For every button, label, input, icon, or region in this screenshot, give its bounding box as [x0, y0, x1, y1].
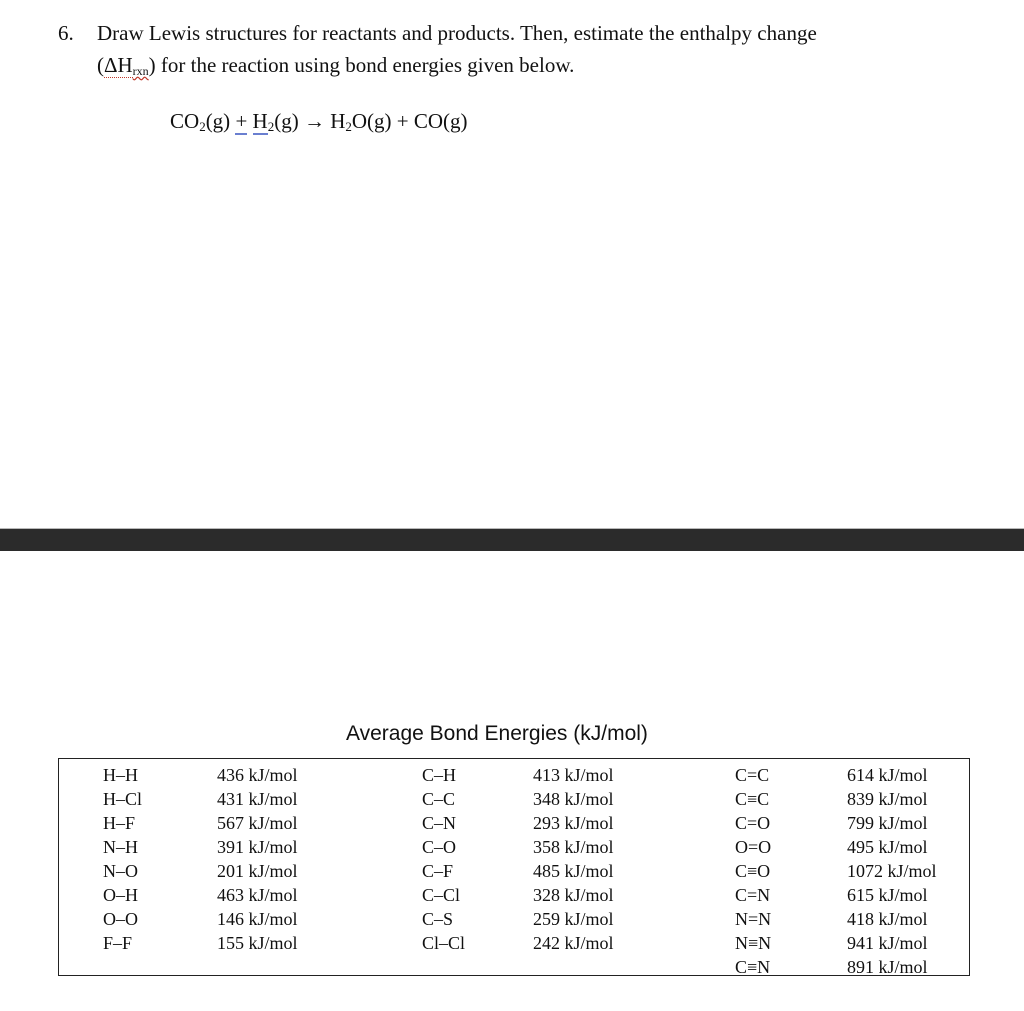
energy-column	[217, 763, 298, 955]
table-cell: C–S	[422, 909, 454, 929]
table-cell: C–F	[422, 861, 454, 881]
table-cell: 463 kJ/mol	[217, 885, 298, 905]
table-cell: H–F	[103, 813, 136, 833]
h2-underlined	[253, 109, 268, 135]
energy-column	[533, 763, 614, 955]
table-cell: 293 kJ/mol	[533, 813, 614, 833]
table-cell: 495 kJ/mol	[847, 837, 928, 857]
plus-sign: +	[235, 109, 248, 133]
table-title: Average Bond Energies (kJ/mol)	[346, 722, 648, 745]
table-cell: 348 kJ/mol	[533, 789, 614, 809]
delta-h-subscript: rxn	[132, 64, 149, 78]
delta-h-symbol: ΔH	[104, 53, 133, 77]
question-text-line2-rest: ) for the reaction using bond energies given below.	[148, 53, 575, 77]
h2o-formula-rest: O(g)	[351, 109, 392, 133]
table-cell: 941 kJ/mol	[847, 933, 928, 953]
table-cell: 358 kJ/mol	[533, 837, 614, 857]
table-cell: C≡C	[735, 789, 770, 809]
reaction-equation	[170, 109, 468, 135]
table-cell: C≡O	[735, 861, 771, 881]
co-formula: CO(g)	[413, 109, 468, 133]
energy-column	[847, 763, 937, 979]
table-cell: C–N	[422, 813, 457, 833]
h2-state: (g)	[274, 109, 299, 133]
table-cell: C=N	[735, 885, 771, 905]
h2o-formula-h: H	[330, 109, 346, 133]
table-cell: 436 kJ/mol	[217, 765, 298, 785]
h2o-subscript: 2	[345, 119, 352, 134]
bond-energy-table	[58, 758, 970, 976]
table-cell: 615 kJ/mol	[847, 885, 928, 905]
page-divider	[0, 528, 1024, 551]
question-text-line1: Draw Lewis structures for reactants and products. Then, estimate the enthalpy change	[97, 21, 817, 45]
table-cell: 799 kJ/mol	[847, 813, 928, 833]
table-cell: C–Cl	[422, 885, 461, 905]
h2-subscript: 2	[267, 119, 275, 134]
table-cell: C–C	[422, 789, 456, 809]
table-cell: N=N	[735, 909, 772, 929]
table-cell: O=O	[735, 837, 772, 857]
table-cell: 242 kJ/mol	[533, 933, 614, 953]
table-cell: 891 kJ/mol	[847, 957, 928, 977]
table-cell: N–H	[103, 837, 138, 857]
table-cell: 839 kJ/mol	[847, 789, 928, 809]
table-cell: 328 kJ/mol	[533, 885, 614, 905]
paren-open: (	[97, 53, 104, 77]
question-number: 6.	[58, 21, 74, 45]
table-cell: C–H	[422, 765, 457, 785]
reaction-arrow: →	[303, 109, 325, 133]
table-cell: 155 kJ/mol	[217, 933, 298, 953]
h2-formula: H	[252, 109, 268, 133]
table-cell: O–O	[103, 909, 138, 929]
table-cell: 485 kJ/mol	[533, 861, 614, 881]
table-cell: O–H	[103, 885, 138, 905]
table-cell: N–O	[103, 861, 138, 881]
table-cell: F–F	[103, 933, 133, 953]
table-cell: C≡N	[735, 957, 771, 977]
table-cell: C=O	[735, 813, 771, 833]
co2-subscript: 2	[199, 119, 206, 134]
table-cell: H–H	[103, 765, 138, 785]
table-cell: C=C	[735, 765, 770, 785]
bond-column	[103, 763, 142, 955]
table-cell: 614 kJ/mol	[847, 765, 928, 785]
table-cell: C–O	[422, 837, 457, 857]
co2-formula: CO	[170, 109, 200, 133]
table-cell: 418 kJ/mol	[847, 909, 928, 929]
table-cell: H–Cl	[103, 789, 143, 809]
table-cell: 431 kJ/mol	[217, 789, 298, 809]
table-cell: 1072 kJ/mol	[847, 861, 937, 881]
table-cell: 391 kJ/mol	[217, 837, 298, 857]
table-cell: 567 kJ/mol	[217, 813, 298, 833]
question-text-line2	[97, 53, 574, 79]
table-cell: 413 kJ/mol	[533, 765, 614, 785]
table-cell: 259 kJ/mol	[533, 909, 614, 929]
bond-column	[422, 763, 465, 955]
table-cell: N≡N	[735, 933, 772, 953]
table-cell: 146 kJ/mol	[217, 909, 298, 929]
co2-state: (g)	[205, 109, 231, 133]
bond-column	[735, 763, 771, 979]
table-cell: 201 kJ/mol	[217, 861, 298, 881]
table-cell: Cl–Cl	[422, 933, 466, 953]
plus-sign: +	[396, 109, 409, 133]
